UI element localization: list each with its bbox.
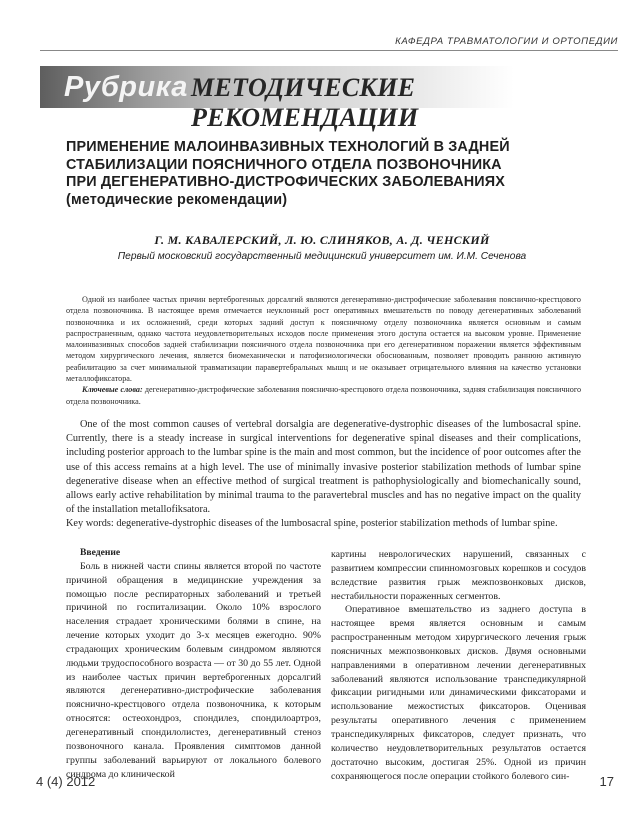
authors: Г. М. КАВАЛЕРСКИЙ, Л. Ю. СЛИНЯКОВ, А. Д. ЧЕНСКИЙ (154, 233, 490, 247)
keywords-ru: дегенеративно-дистрофические заболевания пояснично-крестцового отдела позвоночника, задняя стабилизация поясничного отдела позвоночника. (66, 385, 582, 406)
title-line-2: СТАБИЛИЗАЦИИ ПОЯСНИЧНОГО ОТДЕЛА ПОЗВОНОЧНИКА (66, 156, 502, 173)
body-column-right (331, 548, 586, 783)
footer-issue-number: 4 (4) 2012 (36, 774, 96, 789)
body-paragraph: Боль в нижней части спины является второй по частоте причиной обращения в медицинские учреждения за помощью после респираторных заболеваний и третьей причиной по госпитализации. Около 10% взрослого населения страдает хроническими болями в спине, на лечение которых уходит до 3-х месяцев ежегодно. 90% страдающих хроническим болевым синдромом являются людьми трудоспособного возраста — от 30 до 55 лет. Одной из наиболее частых причин вертеброгенных дорсалгий являются дегенеративно-дистрофические заболевания пояснично-крестцового отдела позвоночника, к которым относятся: остеохондроз, спондилез, спондилоартроз, дегенеративный спондилолистез, дегенеративный стеноз позвоночного канала. Проявления симптомов данной группы заболеваний варьируют от локального болевого синдрома до клинической (66, 560, 321, 780)
abstract-ru-keywords (66, 384, 581, 407)
header-divider (40, 50, 618, 51)
footer-page-number: 17 (599, 774, 614, 789)
body-paragraph-continuation: картины неврологических нарушений, связанных с развитием компрессии спинномозговых корешков и сосудов вследствие развития грыж межпозвонковых дисков, нестабильности пораженных сегментов. (331, 549, 586, 602)
keywords-label: Ключевые слова: (82, 385, 143, 395)
rubric-label: Рубрика (64, 71, 188, 103)
title-subtitle: (методические рекомендации) (66, 191, 288, 208)
body-paragraph: Оперативное вмешательство из заднего доступа в настоящее время является основным и самым распространенным методом хирургического лечения грыж поясничных межпозвонковых дисков. Двумя основными направлениями в оперативном лечении дегенеративных заболеваний являются использование транспедикулярной фиксации ригидными или динамическими фиксаторами и использование межостистых фиксаторов. Оценивая результаты оперативного лечения с применением транспедикулярных фиксаторов, следует признать, что количество неудовлетворительных результатов остается достаточно высоким, достигая 25%. Одной из причин сохраняющегося после операции стойкого болевого син- (331, 604, 586, 782)
abstract-ru-text: Одной из наиболее частых причин вертеброгенных дорсалгий являются дегенеративно-дистрофические заболевания пояснично-крестцового отдела позвоночника. В настоящее время отмечается неуклонный рост оперативных вмешательств по поводу дегенеративных заболеваний позвоночника и их осложнений, среди которых задний доступ к поясничному отделу позвоночника является основным и самым распространенным, однако частота неудовлетворительных исходов после применения этого доступа остается на высоком уровне. Применение малоинвазивных способов задней стабилизации поясничного отдела позвоночника при его дегенеративном поражении является эффективным методом хирургического лечения, является биомеханически и патофизиологически обоснованным, позволяет проводить раннюю активную реабилитацию за счет минимальной травматизации паравертебральных мышц и не оказывает отрицательного влияния на качество установки металлофиксатора. (66, 295, 581, 384)
abstract-russian (66, 294, 581, 407)
article-title (66, 139, 626, 209)
affiliation: Первый московский государственный медицинский университет им. И.М. Сеченова (117, 251, 527, 262)
title-line-1: ПРИМЕНЕНИЕ МАЛОИНВАЗИВНЫХ ТЕХНОЛОГИЙ В ЗАДНЕЙ (66, 139, 510, 155)
abstract-en-keywords: Key words: degenerative-dystrophic diseases of the lumbosacral spine, posterior stabilization methods of lumbar spine. (66, 518, 558, 530)
title-line-3: ПРИ ДЕГЕНЕРАТИВНО-ДИСТРОФИЧЕСКИХ ЗАБОЛЕВАНИЯХ (66, 174, 506, 190)
section-heading-introduction: Введение (80, 547, 121, 558)
rubric-title: МЕТОДИЧЕСКИЕ РЕКОМЕНДАЦИИ (191, 73, 419, 132)
abstract-en-text: One of the most common causes of vertebral dorsalgia are degenerative-dystrophic diseases of the lumbosacral spine. Currently, there is a steady increase in surgical interventions for degenerative spinal diseases and their complications, including posterior approach to the lumbar spine is the main and most common, but the incidence of poor outcomes after the use of this access remains at a high level. The use of minimally invasive posterior stabilization methods of lumbar spine degenerative disease when an effective method of surgical treatment is pathophysiologically and biomechanically sound, allows early active rehabilitation by minimal trauma to the paravertebral muscles and has no negative impact on the quality of the installation metallofiksatora. (66, 419, 581, 516)
running-head: КАФЕДРА ТРАВМАТОЛОГИИ И ОРТОПЕДИИ (395, 36, 618, 47)
abstract-english (66, 418, 581, 532)
body-column-left (66, 546, 321, 781)
